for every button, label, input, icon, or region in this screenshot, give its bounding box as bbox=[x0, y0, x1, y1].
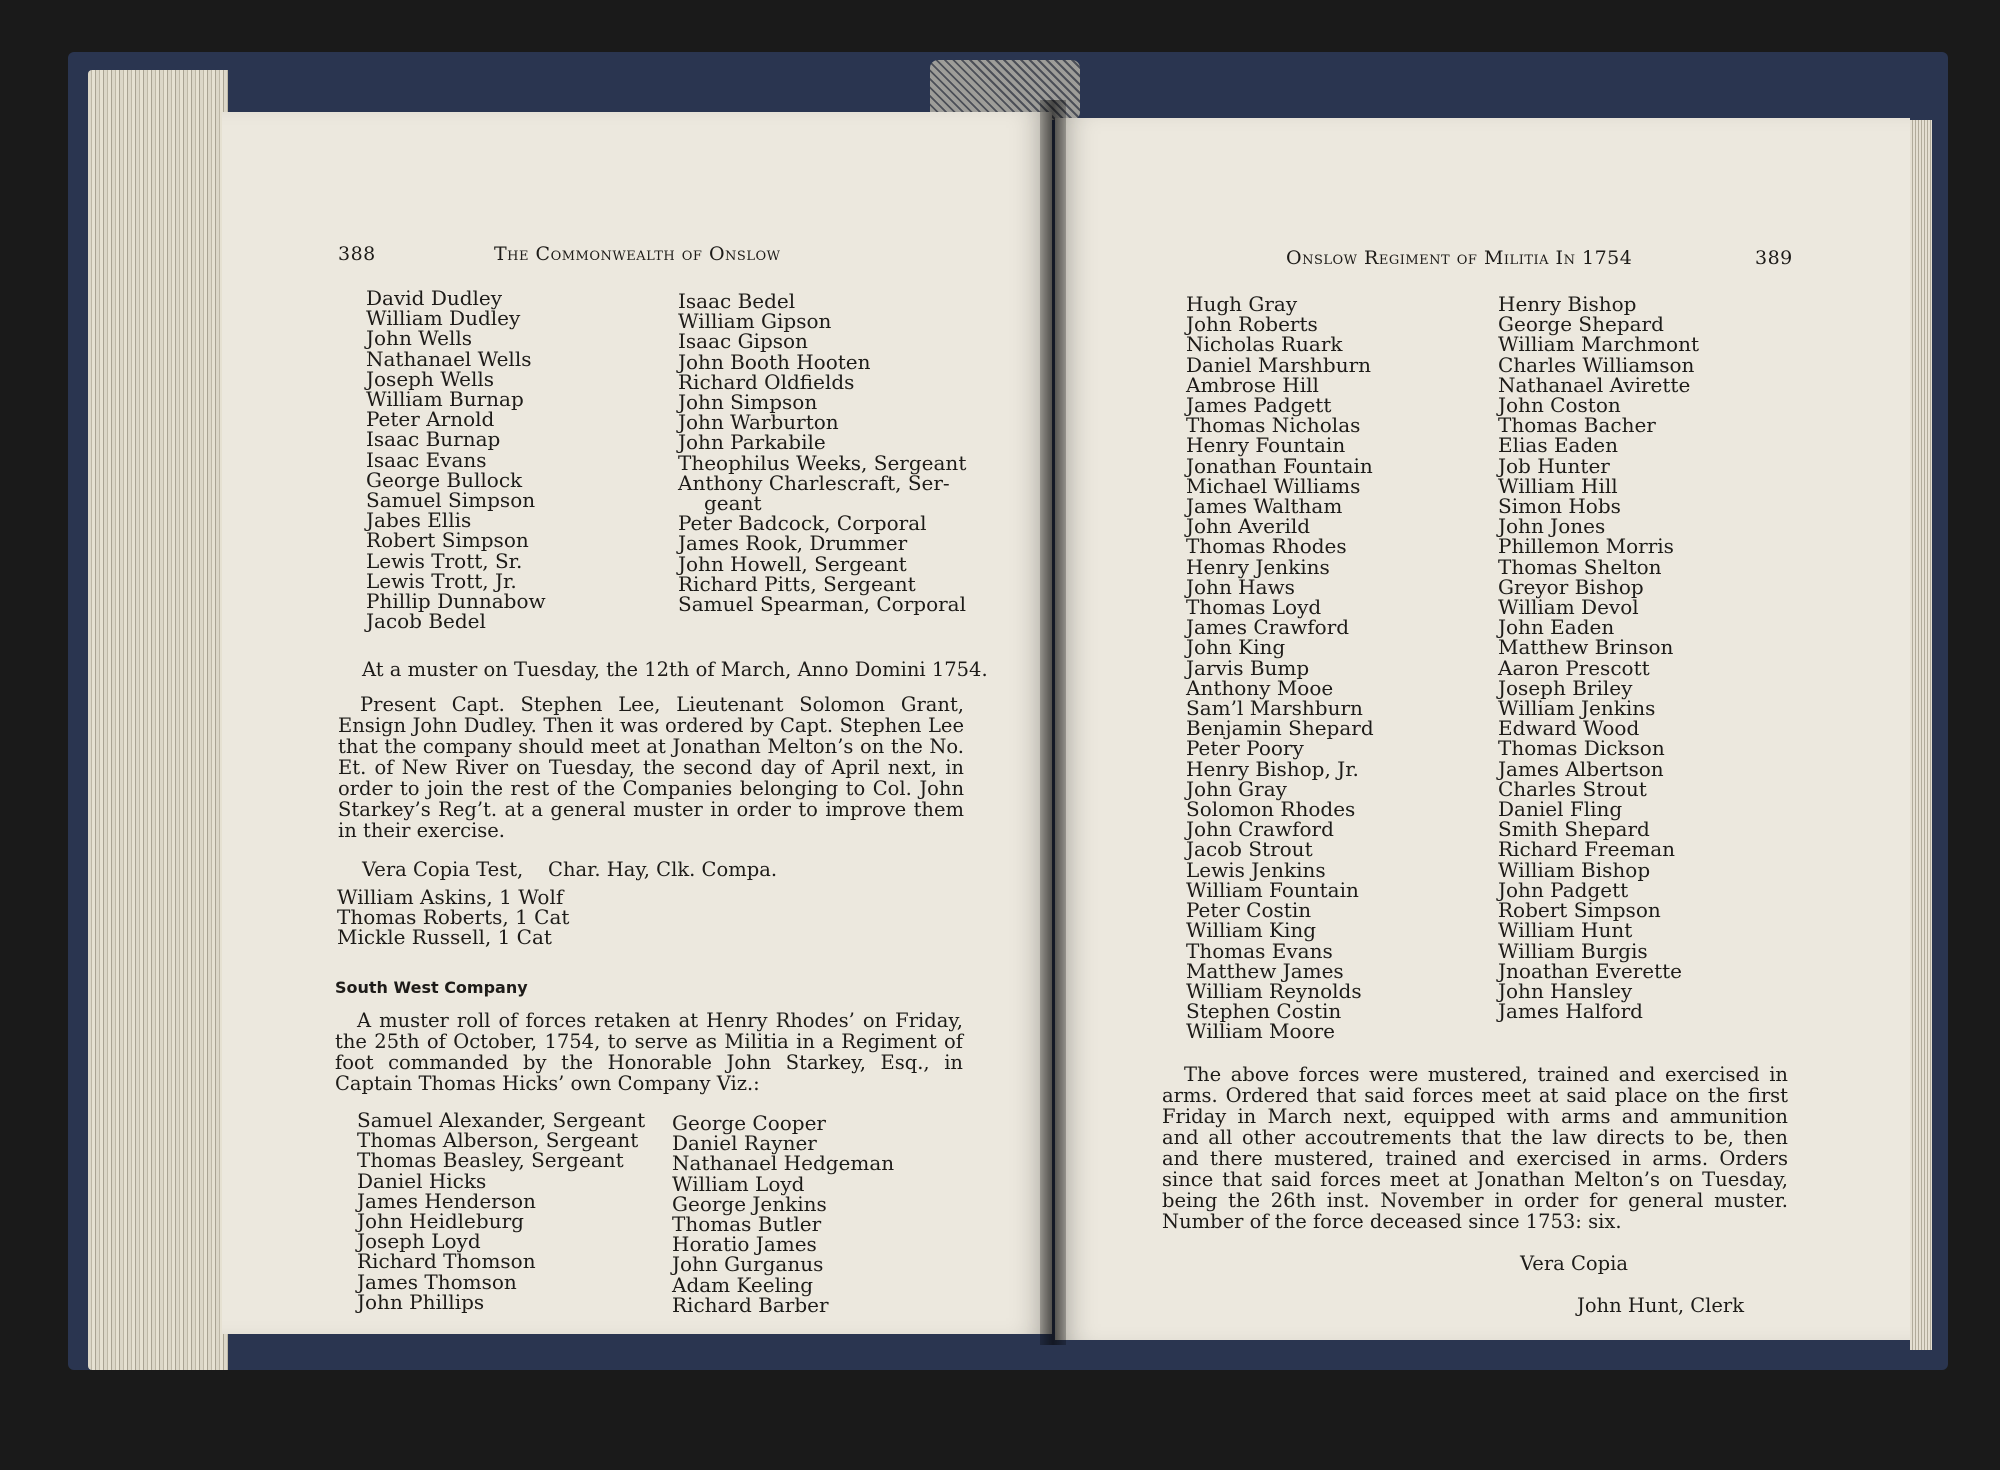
list-item: John Haws bbox=[1186, 574, 1295, 599]
list-item: Matthew Brinson bbox=[1498, 635, 1674, 660]
list-item: Isaac Gipson bbox=[678, 329, 808, 354]
list-item: William Devol bbox=[1498, 595, 1639, 620]
list-item: Lewis Trott, Jr. bbox=[366, 568, 517, 593]
clerk-signature: John Hunt, Clerk bbox=[1577, 1294, 1745, 1317]
list-item: John Eaden bbox=[1498, 615, 1615, 640]
list-item: John Howell, Sergeant bbox=[678, 551, 907, 576]
list-item: John Averild bbox=[1186, 514, 1311, 539]
list-item: Henry Jenkins bbox=[1186, 554, 1330, 579]
list-item: John Wells bbox=[366, 326, 472, 351]
list-item: Jacob Strout bbox=[1186, 837, 1313, 862]
muster-line: At a muster on Tuesday, the 12th of March, Anno Domini 1754. bbox=[362, 658, 988, 681]
list-item: Charles Williamson bbox=[1498, 352, 1695, 377]
list-item: Stephen Costin bbox=[1186, 999, 1342, 1024]
list-item: William Loyd bbox=[672, 1171, 805, 1196]
list-item: Peter Costin bbox=[1186, 898, 1312, 923]
list-item: John Phillips bbox=[357, 1289, 485, 1314]
list-item: Hugh Gray bbox=[1186, 292, 1298, 316]
list-item: Thomas Shelton bbox=[1498, 554, 1662, 579]
list-item: George Jenkins bbox=[672, 1191, 827, 1216]
list-item: John Padgett bbox=[1498, 877, 1629, 902]
list-item: William Reynolds bbox=[1186, 978, 1362, 1003]
list-item: Theophilus Weeks, Sergeant bbox=[678, 450, 967, 475]
section-heading: South West Company bbox=[335, 978, 528, 997]
right-running-head: Onslow Regiment of Militia In 1754 bbox=[1286, 247, 1633, 269]
sw-name-list-2 bbox=[672, 1113, 894, 1315]
list-item: Richard Thomson bbox=[357, 1249, 536, 1274]
list-item: William King bbox=[1186, 918, 1317, 943]
list-item: Elias Eaden bbox=[1498, 433, 1618, 458]
list-item: Adam Keeling bbox=[672, 1272, 814, 1297]
list-item: Benjamin Shepard bbox=[1186, 716, 1374, 741]
list-item: Jarvis Bump bbox=[1186, 655, 1310, 680]
list-item: William Dudley bbox=[366, 306, 521, 331]
list-item: Daniel Marshburn bbox=[1186, 352, 1372, 377]
list-item: Thomas Rhodes bbox=[1186, 534, 1347, 559]
list-item: Lewis Trott, Sr. bbox=[366, 548, 523, 573]
list-item: William Askins, 1 Wolf bbox=[337, 885, 564, 909]
list-item: Richard Barber bbox=[672, 1292, 829, 1317]
left-name-list-2 bbox=[678, 289, 967, 617]
list-item: Samuel Spearman, Corporal bbox=[678, 592, 966, 617]
list-item: Isaac Evans bbox=[366, 447, 487, 472]
list-item: John Booth Hooten bbox=[678, 349, 871, 374]
left-page-number: 388 bbox=[338, 243, 376, 265]
list-item: Michael Williams bbox=[1186, 473, 1361, 498]
list-item: Nathanael Avirette bbox=[1498, 372, 1691, 397]
muster-roll-paragraph: A muster roll of forces retaken at Henry Rhodes’ on Friday, the 25th of October, 1754, to serve as Militia in a Regiment of foot commanded by the Honorable John Starkey, Esq., in Captain Thomas Hicks’ own Company Viz.: bbox=[335, 1009, 963, 1095]
list-item: George Shepard bbox=[1498, 312, 1664, 337]
list-item: Thomas Loyd bbox=[1186, 595, 1322, 620]
bounty-list bbox=[337, 887, 569, 948]
list-item: Joseph Wells bbox=[366, 366, 495, 391]
list-item: Samuel Alexander, Sergeant bbox=[357, 1108, 646, 1132]
list-item: Daniel Hicks bbox=[357, 1168, 487, 1193]
list-item: Thomas Beasley, Sergeant bbox=[357, 1148, 624, 1173]
list-item: Richard Freeman bbox=[1498, 837, 1676, 862]
closing-paragraph: The above forces were mustered, trained and exercised in arms. Ordered that said forces meet at said place on the first Friday in March next, equipped with arms and ammunition and all other accoutrements that the law directs to be, then and there mustered, trained and exercised in arms. Orders since that said forces meet at Jonathan Melton’s on Tuesday, being the 26th inst. November in order for general muster. Number of the force deceased since 1753: six. bbox=[1162, 1063, 1788, 1233]
list-item: Thomas Dickson bbox=[1498, 736, 1665, 761]
list-item: Nathanael Wells bbox=[366, 346, 532, 371]
vera-copia: Vera Copia bbox=[1520, 1252, 1628, 1275]
list-item: George Cooper bbox=[672, 1111, 826, 1135]
list-item: William Burnap bbox=[366, 387, 524, 412]
list-item: Isaac Bedel bbox=[678, 289, 796, 313]
right-page-number: 389 bbox=[1755, 247, 1793, 269]
list-item: William Gipson bbox=[678, 309, 832, 334]
present-paragraph: Present Capt. Stephen Lee, Lieutenant Solomon Grant, Ensign John Dudley. Then it was ordered by Capt. Stephen Lee that the company should meet at Jonathan Melton’s on the No. Et. of New River on Tuesday, the second day of April next, in order to join the rest of the Companies belonging to Col. John Starkey’s Reg’t. at a general muster in order to improve them in their exercise. bbox=[338, 693, 964, 842]
list-item: John Roberts bbox=[1186, 312, 1318, 337]
list-item: Mickle Russell, 1 Cat bbox=[337, 925, 552, 950]
list-item: William Marchmont bbox=[1498, 332, 1700, 357]
list-item: James Crawford bbox=[1186, 615, 1350, 640]
list-item: Horatio James bbox=[672, 1232, 817, 1257]
list-item: Peter Arnold bbox=[366, 407, 495, 432]
list-item: John Gray bbox=[1186, 776, 1287, 801]
list-item: Richard Oldfields bbox=[678, 369, 855, 394]
list-item: James Halford bbox=[1498, 999, 1643, 1024]
list-item: John Parkabile bbox=[678, 430, 826, 455]
list-item: James Rook, Drummer bbox=[678, 531, 908, 556]
sw-name-list-1 bbox=[357, 1110, 645, 1312]
list-item: Henry Bishop, Jr. bbox=[1186, 756, 1359, 781]
list-item: David Dudley bbox=[366, 286, 503, 310]
page-edges-left bbox=[88, 70, 228, 1370]
list-item: William Hunt bbox=[1498, 918, 1633, 943]
list-item: Simon Hobs bbox=[1498, 494, 1621, 519]
list-item: William Fountain bbox=[1186, 877, 1359, 902]
list-item: geant bbox=[704, 491, 762, 516]
list-item: William Hill bbox=[1498, 473, 1618, 498]
list-item: Matthew James bbox=[1186, 958, 1344, 983]
list-item: Job Hunter bbox=[1498, 453, 1610, 478]
list-item: Anthony Mooe bbox=[1186, 675, 1334, 700]
list-item: Daniel Rayner bbox=[672, 1131, 817, 1156]
list-item: James Henderson bbox=[357, 1188, 536, 1213]
list-item: Joseph Briley bbox=[1498, 675, 1633, 700]
list-item: Jabes Ellis bbox=[366, 508, 472, 533]
list-item: Thomas Alberson, Sergeant bbox=[357, 1128, 639, 1153]
list-item: Henry Fountain bbox=[1186, 433, 1346, 458]
list-item: Henry Bishop bbox=[1498, 292, 1637, 316]
list-item: John Heidleburg bbox=[357, 1209, 524, 1234]
list-item: John Hansley bbox=[1498, 978, 1633, 1003]
list-item: Peter Poory bbox=[1186, 736, 1304, 761]
list-item: George Bullock bbox=[366, 467, 523, 492]
list-item: Aaron Prescott bbox=[1498, 655, 1650, 680]
list-item: James Albertson bbox=[1498, 756, 1664, 781]
list-item: Thomas Bacher bbox=[1498, 413, 1656, 438]
list-item: William Jenkins bbox=[1498, 696, 1656, 721]
list-item: John Crawford bbox=[1186, 817, 1334, 842]
list-item: Joseph Loyd bbox=[357, 1229, 481, 1254]
list-item: William Bishop bbox=[1498, 857, 1651, 882]
list-item: William Burgis bbox=[1498, 938, 1648, 963]
list-item: Phillemon Morris bbox=[1498, 534, 1674, 559]
list-item: Samuel Simpson bbox=[366, 488, 536, 513]
list-item: James Waltham bbox=[1186, 494, 1343, 519]
list-item: Jonathan Fountain bbox=[1186, 453, 1373, 478]
list-item: Phillip Dunnabow bbox=[366, 589, 546, 614]
list-item: Sam’l Marshburn bbox=[1186, 696, 1363, 721]
list-item: Jacob Bedel bbox=[366, 609, 486, 634]
list-item: Thomas Butler bbox=[672, 1212, 822, 1237]
gutter-shadow bbox=[1040, 100, 1066, 1345]
right-name-list-1 bbox=[1186, 294, 1374, 1042]
page-edges-right bbox=[1910, 120, 1932, 1350]
list-item: Robert Simpson bbox=[1498, 898, 1661, 923]
list-item: Thomas Evans bbox=[1186, 938, 1333, 963]
list-item: Anthony Charlescraft, Ser- bbox=[678, 470, 950, 495]
list-item: Greyor Bishop bbox=[1498, 574, 1644, 599]
list-item: Peter Badcock, Corporal bbox=[678, 511, 927, 536]
list-item: John Gurganus bbox=[672, 1252, 824, 1277]
list-item: John Warburton bbox=[678, 410, 839, 435]
list-item: John Jones bbox=[1498, 514, 1606, 539]
list-item: Nathanael Hedgeman bbox=[672, 1151, 895, 1176]
list-item: John King bbox=[1186, 635, 1286, 660]
list-item: Richard Pitts, Sergeant bbox=[678, 571, 916, 596]
list-item: John Coston bbox=[1498, 393, 1621, 418]
list-item: Thomas Nicholas bbox=[1186, 413, 1361, 438]
list-item: William Moore bbox=[1186, 1019, 1335, 1044]
list-item: Lewis Jenkins bbox=[1186, 857, 1326, 882]
list-item: Ambrose Hill bbox=[1186, 372, 1319, 397]
right-name-list-2 bbox=[1498, 292, 1700, 1024]
left-running-head: The Commonwealth of Onslow bbox=[494, 243, 781, 265]
list-item: James Padgett bbox=[1186, 393, 1332, 418]
list-item: James Thomson bbox=[357, 1269, 517, 1294]
list-item: Nicholas Ruark bbox=[1186, 332, 1343, 357]
list-item: Robert Simpson bbox=[366, 528, 529, 553]
list-item: Solomon Rhodes bbox=[1186, 797, 1356, 822]
list-item: John Simpson bbox=[678, 390, 818, 415]
left-name-list-1 bbox=[366, 286, 546, 634]
list-item: Isaac Burnap bbox=[366, 427, 501, 452]
list-item: Charles Strout bbox=[1498, 776, 1647, 801]
vera-copia-test: Vera Copia Test, Char. Hay, Clk. Compa. bbox=[362, 858, 778, 881]
list-item: Edward Wood bbox=[1498, 716, 1640, 741]
list-item: Jnoathan Everette bbox=[1498, 958, 1682, 983]
list-item: Smith Shepard bbox=[1498, 817, 1650, 842]
list-item: Thomas Roberts, 1 Cat bbox=[337, 905, 570, 930]
list-item: Daniel Fling bbox=[1498, 797, 1623, 822]
